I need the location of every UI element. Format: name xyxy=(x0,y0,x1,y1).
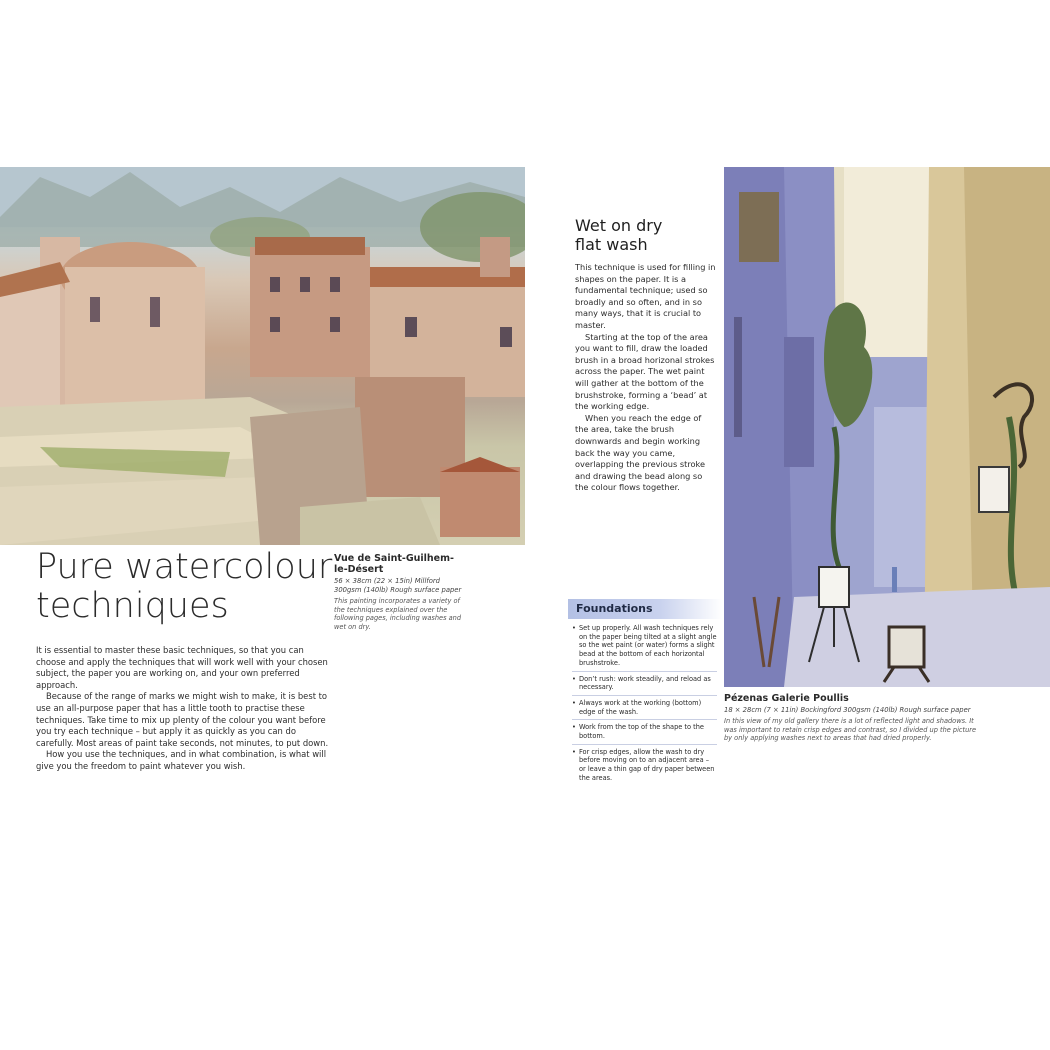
wet-on-dry-text xyxy=(575,262,717,494)
caption-title: Vue de Saint-Guilhem-le-Désert xyxy=(334,553,454,575)
foundations-item-text: Don’t rush: work steadily, and reload as necessary. xyxy=(579,674,711,692)
list-item xyxy=(572,699,717,720)
caption-title: Pézenas Galerie Poullis xyxy=(724,693,849,704)
list-item xyxy=(572,675,717,696)
intro-paragraph: How you use the techniques, and in what combination, is what will give you the freedom to paint whatever you wish. xyxy=(36,749,327,771)
foundations-heading: Foundations xyxy=(576,602,653,615)
caption-description: This painting incorporates a variety of the techniques explained over the following pages, including washes and wet on dry. xyxy=(334,597,462,631)
painting-saint-guilhem xyxy=(0,167,525,545)
foundations-heading-bar xyxy=(568,599,722,619)
foundations-item-text: Set up properly. All wash techniques rely on the paper being tilted at a slight angle so the wet paint (or water) forms a slight bead at the bottom of each horizontal brushstroke. xyxy=(579,624,717,667)
wet-on-dry-paragraph: Starting at the top of the area you want to fill, draw the loaded brush in a broad horizonal strokes across the paper. The wet paint will gather at the bottom of the brushstroke, forming a ‘bead’ at the working edge. xyxy=(575,331,715,412)
section-heading-line2: flat wash xyxy=(575,235,648,254)
painting-pezenas-galerie xyxy=(724,167,1050,687)
page-title-line1: Pure watercolour xyxy=(36,547,333,587)
caption-pezenas xyxy=(724,693,984,743)
list-item xyxy=(572,624,717,672)
bullet-icon: • xyxy=(572,747,576,756)
foundations-item-text: Work from the top of the shape to the bottom. xyxy=(579,723,704,741)
bullet-icon: • xyxy=(572,698,576,707)
caption-spec: 56 × 38cm (22 × 15in) Millford 300gsm (140lb) Rough surface paper xyxy=(334,577,462,594)
page-title xyxy=(36,548,336,626)
list-item xyxy=(572,748,717,786)
caption-description: In this view of my old gallery there is a lot of reflected light and shadows. It was important to retain crisp edges and contrast, so I divided up the picture by only applying washes next to areas that had dried properly. xyxy=(724,717,977,742)
foundations-list xyxy=(572,624,717,789)
wet-on-dry-paragraph: This technique is used for filling in shapes on the paper. It is a fundamental technique; used so broadly and so often, and in so many ways, that it is crucial to master. xyxy=(575,262,716,330)
section-heading-wet-on-dry xyxy=(575,216,715,254)
section-heading-line1: Wet on dry xyxy=(575,216,663,235)
intro-text xyxy=(36,645,336,773)
page-title-line2: techniques xyxy=(36,586,229,626)
list-item xyxy=(572,723,717,744)
caption-spec: 18 × 28cm (7 × 11in) Bockingford 300gsm (140lb) Rough surface paper xyxy=(724,706,971,714)
foundations-item-text: For crisp edges, allow the wash to dry before moving on to an adjacent area – or leave a thin gap of dry paper between the areas. xyxy=(579,747,715,782)
intro-paragraph: It is essential to master these basic techniques, so that you can choose and apply the techniques that will work well with your chosen subject, the paper you are working on, and your own preferred approach. xyxy=(36,645,328,690)
bullet-icon: • xyxy=(572,674,576,683)
wet-on-dry-paragraph: When you reach the edge of the area, take the brush downwards and begin working back the way you came, overlapping the previous stroke and drawing the bead along so the colour flows together. xyxy=(575,412,706,493)
bullet-icon: • xyxy=(572,624,576,632)
caption-saint-guilhem xyxy=(334,553,464,631)
bullet-icon: • xyxy=(572,723,576,732)
foundations-item-text: Always work at the working (bottom) edge of the wash. xyxy=(579,698,702,716)
intro-paragraph: Because of the range of marks we might wish to make, it is best to use an all-purpose paper that has a little tooth to practise these techniques. Take time to mix up plenty of the colour you want before you try each technique – but apply it as quickly as you can do carefully. Most areas of paint take seconds, not minutes, to put down. xyxy=(36,691,329,748)
